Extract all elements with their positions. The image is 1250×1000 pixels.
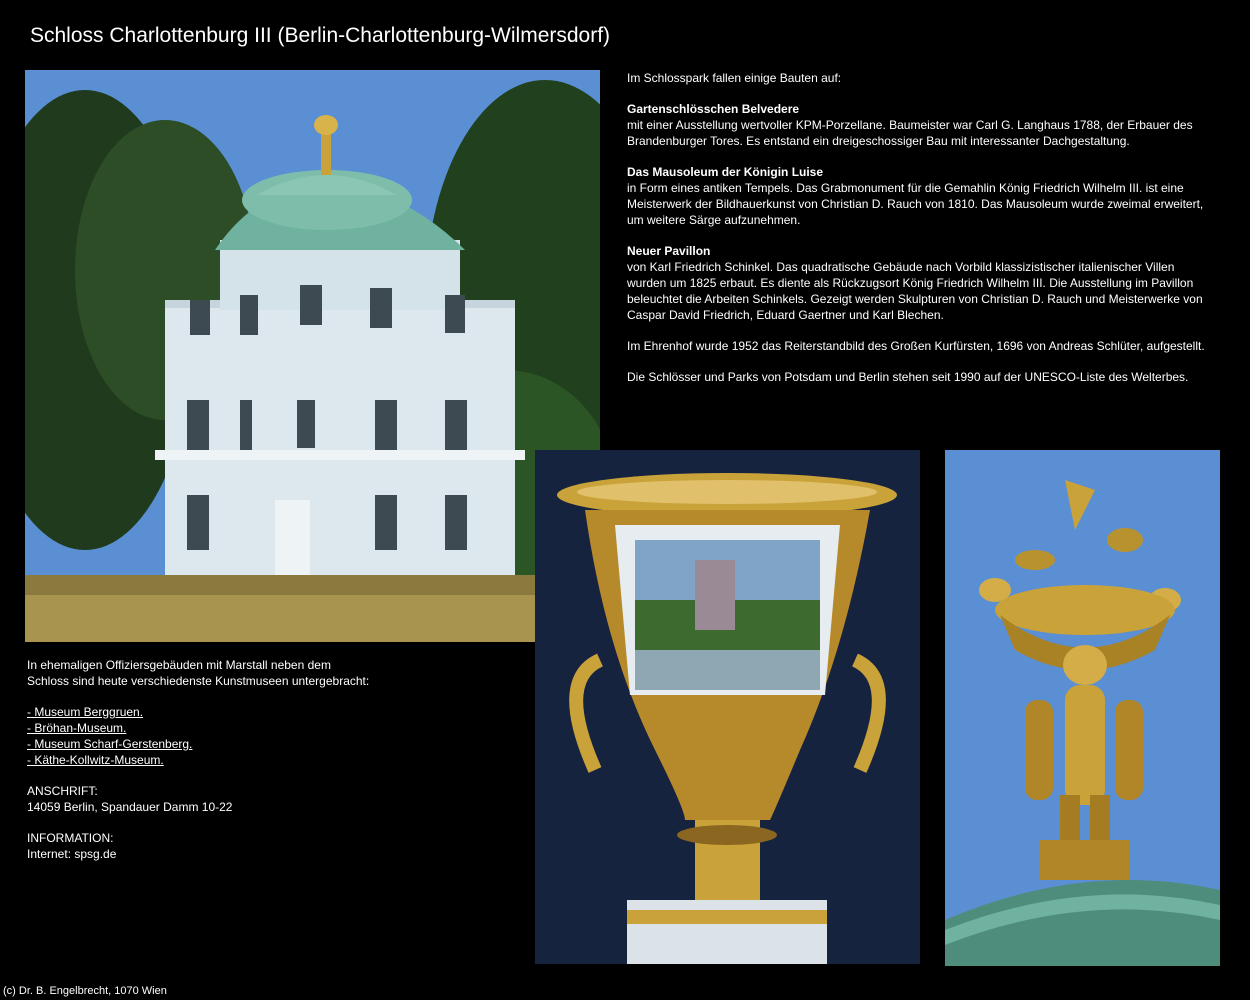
copyright-footer: (c) Dr. B. Engelbrecht, 1070 Wien bbox=[3, 985, 167, 997]
section-line: beleuchtet die Arbeiten Schinkels. Gezeigt werden Skulpturen von Christian D. Rauch und Meisterwerke von bbox=[627, 292, 1203, 306]
section-line: um weitere Särge aufzunehmen. bbox=[627, 213, 801, 227]
link-museum-berggruen[interactable]: - Museum Berggruen. bbox=[27, 705, 144, 719]
information-label: INFORMATION: bbox=[27, 831, 114, 845]
section-heading: Gartenschlösschen Belvedere bbox=[627, 102, 800, 116]
section-heading: Neuer Pavillon bbox=[627, 244, 711, 258]
museums-intro: In ehemaligen Offiziersgebäuden mit Marstall neben dem bbox=[27, 658, 331, 672]
ehrenhof-text: Im Ehrenhof wurde 1952 das Reiterstandbild des Großen Kurfürsten, 1696 von Andreas Schlüter, aufgestellt. bbox=[627, 339, 1205, 353]
section-mausoleum bbox=[627, 164, 1227, 228]
page-title: Schloss Charlottenburg III (Berlin-Charlottenburg-Wilmersdorf) bbox=[30, 24, 611, 47]
section-line: Caspar David Friedrich, Eduard Gaertner und Karl Blechen. bbox=[627, 308, 944, 322]
address-label: ANSCHRIFT: bbox=[27, 784, 98, 798]
intro-text: Im Schlosspark fallen einige Bauten auf: bbox=[627, 71, 842, 85]
section-line: Meisterwerk der Bildhauerkunst von Christian D. Rauch von 1810. Das Mausoleum wurde zweimal erweitert, bbox=[627, 197, 1204, 211]
link-broehan-museum[interactable]: - Bröhan-Museum. bbox=[27, 721, 127, 735]
section-line: Brandenburger Tores. Es entstand ein dreigeschossiger Bau mit interessanter Dachgestaltung. bbox=[627, 134, 1130, 148]
museums-intro: Schloss sind heute verschiedenste Kunstmuseen untergebracht: bbox=[27, 674, 370, 688]
section-heading: Das Mausoleum der Königin Luise bbox=[627, 165, 824, 179]
link-museum-scharf-gerstenberg[interactable]: - Museum Scharf-Gerstenberg. bbox=[27, 737, 193, 751]
section-belvedere bbox=[627, 101, 1227, 149]
section-line: wurden um 1825 erbaut. Es diente als Rückzugsort König Friedrich Wilhelm III. Die Ausstellung im Pavillon bbox=[627, 276, 1194, 290]
statue-photo bbox=[945, 450, 1220, 966]
link-kaethe-kollwitz-museum[interactable]: - Käthe-Kollwitz-Museum. bbox=[27, 753, 164, 767]
section-line: von Karl Friedrich Schinkel. Das quadratische Gebäude nach Vorbild klassizistischer italienischer Villen bbox=[627, 260, 1175, 274]
section-pavillon bbox=[627, 243, 1227, 323]
information-value: Internet: spsg.de bbox=[27, 847, 117, 861]
section-line: mit einer Ausstellung wertvoller KPM-Porzellane. Baumeister war Carl G. Langhaus 1788, der Erbauer des bbox=[627, 118, 1193, 132]
museums-info bbox=[27, 657, 527, 862]
unesco-text: Die Schlösser und Parks von Potsdam und Berlin stehen seit 1990 auf der UNESCO-Liste des Welterbes. bbox=[627, 370, 1189, 384]
belvedere-photo bbox=[25, 70, 600, 642]
vase-photo bbox=[535, 450, 920, 964]
park-description bbox=[627, 70, 1227, 400]
section-line: in Form eines antiken Tempels. Das Grabmonument für die Gemahlin König Friedrich Wilhelm III. ist eine bbox=[627, 181, 1184, 195]
address-value: 14059 Berlin, Spandauer Damm 10-22 bbox=[27, 800, 233, 814]
